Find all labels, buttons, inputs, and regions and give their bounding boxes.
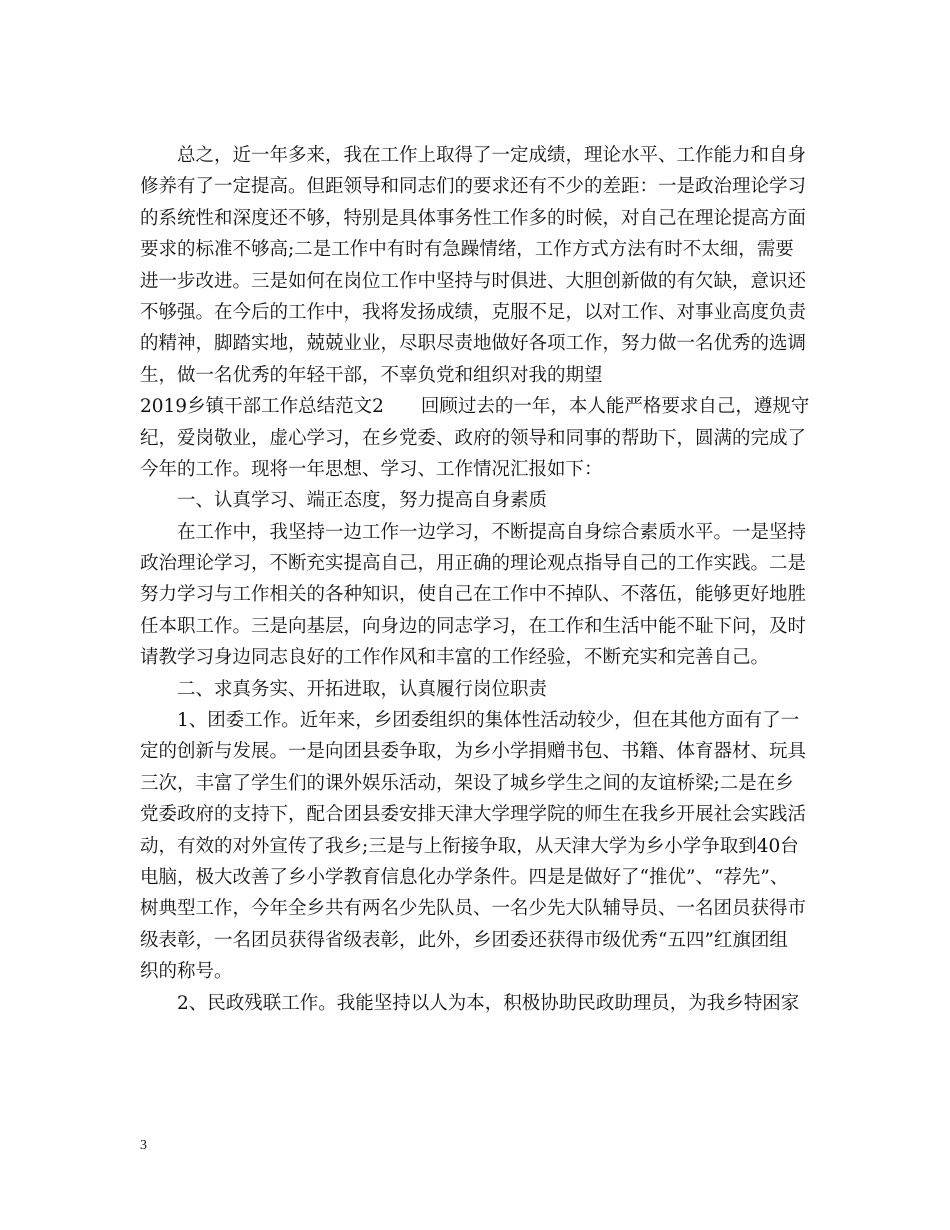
text-line: 今年的工作。现将一年思想、学习、工作情况汇报如下： (140, 458, 603, 480)
text-line: 总之，近一年多来，我在工作上取得了一定成绩，理论水平、工作能力和自身 (177, 145, 807, 166)
text-line: 二、求真务实、开拓进取，认真履行岗位职责 (177, 678, 548, 700)
text-line: 的系统性和深度还不够，特别是具体事务性工作多的时候，对自己在理论提高方面 (140, 207, 807, 229)
text-line: 电脑，极大改善了乡小学教育信息化办学条件。四是是做好了“推优”、“荐先”、 (140, 866, 789, 888)
text-line: 政治理论学习，不断充实提高自己，用正确的理论观点指导自己的工作实践。二是 (140, 553, 807, 575)
page-number: 3 (140, 1138, 147, 1153)
text-line: 定的创新与发展。一是向团县委争取，为乡小学捐赠书包、书籍、体育器材、玩具 (140, 741, 807, 763)
text-line: 的精神，脚踏实地，兢兢业业，尽职尽责地做好各项工作，努力做一名优秀的选调 (140, 333, 807, 355)
text-line: 努力学习与工作相关的各种知识，使自己在工作中不掉队、不落伍，能够更好地胜 (140, 584, 807, 606)
text-line: 在工作中，我坚持一边工作一边学习，不断提高自身综合素质水平。一是坚持 (177, 521, 807, 543)
text-line: 三次，丰富了学生们的课外娱乐活动，架设了城乡学生之间的友谊桥梁;二是在乡 (140, 772, 794, 794)
text-line: 动，有效的对外宣传了我乡;三是与上衔接争取，从天津大学为乡小学争取到40台 (140, 835, 799, 857)
text-line: 2、民政残联工作。我能坚持以人为本，积极协助民政助理员，为我乡特困家 (177, 992, 800, 1014)
text-line: 级表彰，一名团员获得省级表彰，此外，乡团委还获得市级优秀“五四”红旗团组 (140, 929, 788, 951)
text-line: 修养有了一定提高。但距领导和同志们的要求还有不少的差距：一是政治理论学习 (140, 176, 807, 198)
text-line: 1、团委工作。近年来，乡团委组织的集体性活动较少，但在其他方面有了一 (177, 710, 800, 732)
text-line: 要求的标准不够高;二是工作中有时有急躁情绪，工作方式方法有时不太细，需要 (140, 239, 794, 261)
text-line: 进一步改进。三是如何在岗位工作中坚持与时俱进、大胆创新做的有欠缺，意识还 (140, 270, 807, 292)
body-text (140, 140, 810, 1019)
text-line: 一、认真学习、端正态度，努力提高自身素质 (177, 490, 548, 512)
text-line: 2019乡镇干部工作总结范文2 回顾过去的一年，本人能严格要求自己，遵规守 (140, 396, 810, 418)
text-line: 请教学习身边同志良好的工作作风和丰富的工作经验，不断充实和完善自己。 (140, 647, 770, 669)
text-line: 生，做一名优秀的年轻干部，不辜负党和组织对我的期望 (140, 364, 603, 386)
text-line: 纪，爱岗敬业，虚心学习，在乡党委、政府的领导和同事的帮助下，圆满的完成了 (140, 427, 807, 449)
text-line: 任本职工作。三是向基层，向身边的同志学习，在工作和生活中能不耻下问，及时 (140, 615, 807, 637)
text-line: 织的称号。 (140, 961, 233, 983)
text-line: 不够强。在今后的工作中，我将发扬成绩，克服不足，以对工作、对事业高度负责 (140, 301, 807, 323)
text-line: 树典型工作，今年全乡共有两名少先队员、一名少先大队辅导员、一名团员获得市 (140, 898, 807, 920)
text-line: 党委政府的支持下，配合团县委安排天津大学理学院的师生在我乡开展社会实践活 (140, 804, 807, 826)
